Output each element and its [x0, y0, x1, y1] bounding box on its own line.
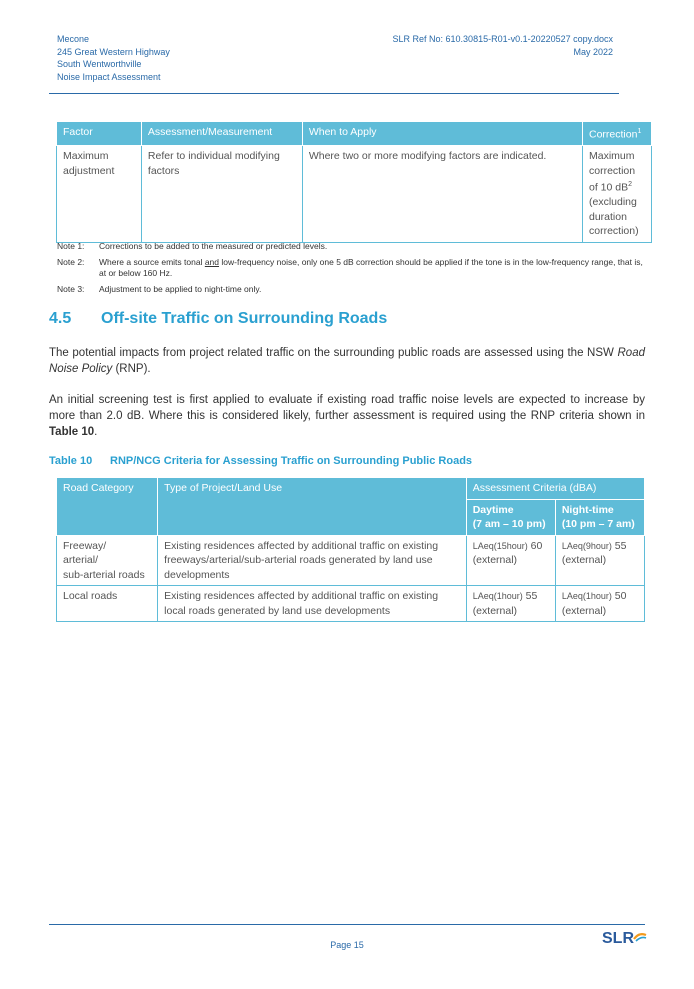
client-address: 245 Great Western Highway [57, 46, 170, 57]
col-when: When to Apply [302, 122, 582, 146]
header-right [393, 33, 613, 58]
table-row [57, 535, 645, 586]
col-daytime: Daytime (7 am – 10 pm) [466, 499, 555, 535]
cell-correction: Maximum correction of 10 $dB^2$ (excluding duration correction) [583, 146, 652, 243]
cell-daytime: LAeq(1hour) 55 (external) [466, 586, 555, 622]
col-assessment: Assessment/Measurement [141, 122, 302, 146]
cell-road: Local roads [57, 586, 158, 622]
note-3: Note 3: Adjustment to be applied to night-time only. [57, 284, 262, 294]
table-row [57, 146, 652, 243]
footer-divider [49, 924, 645, 925]
cell-night-time: LAeq(1hour) 50 (external) [555, 586, 644, 622]
table-notes [57, 241, 647, 300]
paragraph-screening: An initial screening test is first applied to evaluate if existing road traffic noise levels are expected to increase by more than 2.0 dB. Where this is considered likely, further assessment is required using the RNP criteria shown in Table 10. [49, 394, 645, 438]
note-2: Note 2: Where a source emits tonal and low-frequency noise, only one 5 dB correction should be applied if the tone is in the low-frequency range, that is, at or below 160 Hz. [57, 257, 643, 278]
cell-night-time: LAeq(9hour) 55 (external) [555, 535, 644, 586]
rnp-criteria-table [56, 477, 645, 622]
slr-logo-swoosh-icon [633, 932, 647, 942]
col-assessment-criteria: Assessment Criteria (dBA) [466, 478, 644, 500]
note-1: Note 1: Corrections to be added to the measured or predicted levels. [57, 241, 328, 251]
report-date: May 2022 [573, 46, 613, 57]
client-suburb: South Wentworthville [57, 59, 142, 69]
modifying-factors-table [56, 121, 652, 243]
col-road-category: Road Category [57, 478, 158, 536]
col-project-type: Type of Project/Land Use [158, 478, 467, 536]
report-title: Noise Impact Assessment [57, 71, 161, 82]
header-left [57, 33, 170, 83]
client-name: Mecone [57, 34, 90, 44]
report-ref: SLR Ref No: 610.30815-R01-v0.1-20220527 copy.docx [392, 34, 613, 44]
cell-road: Freeway/ arterial/ sub-arterial roads [57, 535, 158, 586]
table-row [57, 586, 645, 622]
section-number: 4.5 [49, 310, 72, 327]
col-factor: Factor [57, 122, 142, 146]
slr-logo: SLR [602, 930, 634, 947]
col-correction: Correction$^1$ [583, 122, 652, 146]
cell-assessment: Refer to individual modifying factors [141, 146, 302, 243]
paragraph-rnp: The potential impacts from project related traffic on the surrounding public roads are assessed using the NSW Road Noise Policy (RNP). [49, 347, 645, 375]
cell-factor: Maximum adjustment [57, 146, 142, 243]
cell-type: Existing residences affected by additional traffic on existing freeways/arterial/sub-arterial roads generated by land use developments [158, 535, 467, 586]
section-heading [49, 310, 387, 328]
page-number: Page 15 [330, 940, 364, 950]
table-header-row [57, 478, 645, 500]
col-night-time: Night-time (10 pm – 7 am) [555, 499, 644, 535]
table-caption: Table 10 RNP/NCG Criteria for Assessing Traffic on Surrounding Public Roads [49, 455, 473, 467]
table-header-row [57, 122, 652, 146]
cell-type: Existing residences affected by additional traffic on existing local roads generated by land use developments [158, 586, 467, 622]
section-title: Off-site Traffic on Surrounding Roads [101, 310, 388, 327]
cell-when: Where two or more modifying factors are indicated. [302, 146, 582, 243]
header-divider [49, 93, 619, 94]
cell-daytime: LAeq(15hour) 60 (external) [466, 535, 555, 586]
